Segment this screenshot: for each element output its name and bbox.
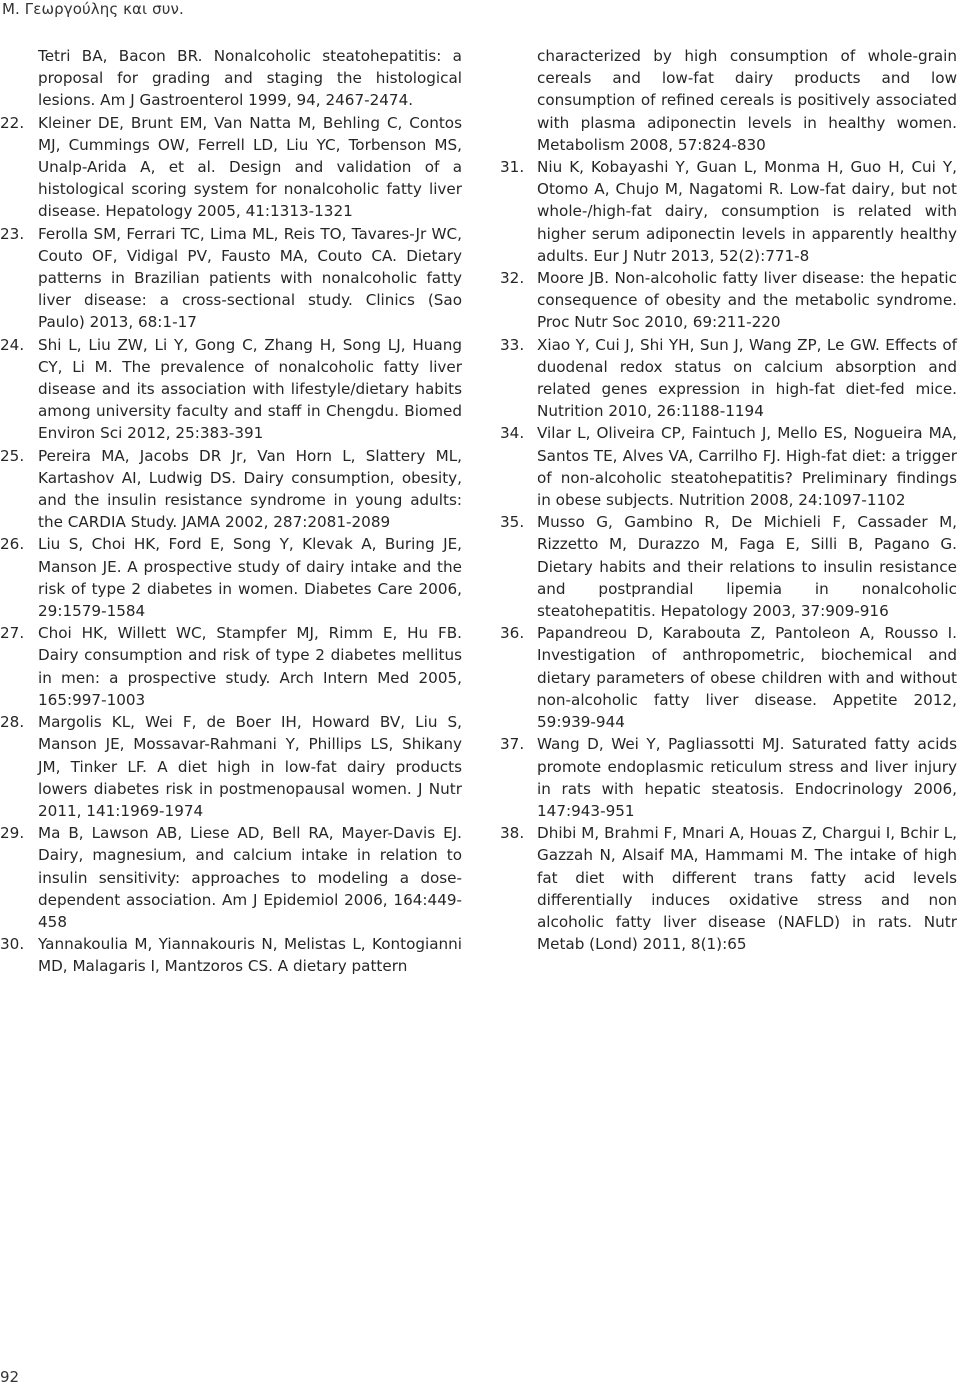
running-head: Μ. Γεωργούλης και συν.: [2, 0, 184, 18]
reference-number: 36.: [500, 624, 525, 643]
reference-item: [500, 334, 957, 423]
reference-item: [0, 112, 462, 223]
reference-text: Vilar L, Oliveira CP, Faintuch J, Mello ES, Nogueira MA, Santos TE, Alves VA, Carrilho FJ. High-fat diet: a trigger of non-alcoholic steatohepatitis? Preliminary findings in obese subjects. Nutrition 2008, 24:1097-1102: [537, 424, 957, 510]
reference-number: 27.: [0, 624, 25, 643]
reference-text: Shi L, Liu ZW, Li Y, Gong C, Zhang H, Song LJ, Huang CY, Li M. The prevalence of nonalcoholic fatty liver disease and its association with lifestyle/dietary habits among university faculty and staff in Chengdu. Biomed Environ Sci 2012, 25:383-391: [38, 335, 462, 443]
reference-text: Choi HK, Willett WC, Stampfer MJ, Rimm E, Hu FB. Dairy consumption and risk of type 2 diabetes mellitus in men: a prospective study. Arch Intern Med 2005, 165:997-1003: [38, 624, 462, 709]
reference-item: [0, 223, 462, 334]
reference-item: [500, 511, 957, 622]
reference-item: [500, 822, 957, 955]
reference-text: Musso G, Gambino R, De Michieli F, Cassader M, Rizzetto M, Durazzo M, Faga E, Silli B, Pagano G. Dietary habits and their relations to insulin resistance and postprandial lipemia in nonalcoholic steatohepatitis. Hepatology 2003, 37:909-916: [537, 513, 957, 621]
reference-item: [0, 445, 462, 534]
reference-item: [0, 933, 462, 977]
reference-text: Wang D, Wei Y, Pagliassotti MJ. Saturated fatty acids promote endoplasmic reticulum stress and liver injury in rats with hepatic steatosis. Endocrinology 2006, 147:943-951: [537, 735, 957, 820]
reference-item: [0, 711, 462, 822]
reference-number: 29.: [0, 824, 25, 843]
reference-item: [500, 267, 957, 334]
reference-number: 34.: [500, 424, 525, 443]
reference-item: [0, 334, 462, 445]
reference-item: [0, 822, 462, 933]
reference-number: 22.: [0, 113, 25, 132]
reference-number: 25.: [0, 446, 25, 465]
reference-text: Dhibi M, Brahmi F, Mnari A, Houas Z, Chargui I, Bchir L, Gazzah N, Alsaif MA, Hammami M. The intake of high fat diet with different trans fatty acid levels differentially induces oxidative stress and non alcoholic fatty liver disease (NAFLD) in rats. Nutr Metab (Lond) 2011, 8(1):65: [537, 824, 957, 954]
reference-text: Ferolla SM, Ferrari TC, Lima ML, Reis TO, Tavares-Jr WC, Couto OF, Vidigal PV, Fausto MA, Couto CA. Dietary patterns in Brazilian patients with nonalcoholic fatty liver disease: a cross-sectional study. Clinics (Sao Paulo) 2013, 68:1-17: [38, 224, 462, 332]
reference-text: Tetri BA, Bacon BR. Nonalcoholic steatohepatitis: a proposal for grading and staging the histological lesions. Am J Gastroenterol 1999, 94, 2467-2474.: [38, 47, 462, 110]
reference-text: Liu S, Choi HK, Ford E, Song Y, Klevak A, Buring JE, Manson JE. A prospective study of dairy intake and the risk of type 2 diabetes in women. Diabetes Care 2006, 29:1579-1584: [38, 535, 462, 621]
reference-text: Ma B, Lawson AB, Liese AD, Bell RA, Mayer-Davis EJ. Dairy, magnesium, and calcium intake in relation to insulin sensitivity: approaches to modeling a dose-dependent association. Am J Epidemiol 2006, 164:449-458: [38, 824, 462, 931]
reference-item: [0, 622, 462, 711]
reference-number: 31.: [500, 158, 525, 177]
reference-text: Papandreou D, Karabouta Z, Pantoleon A, Rousso I. Investigation of anthropometric, biochemical and dietary parameters of obese children with and without non-alcoholic fatty liver disease. Appetite 2012, 59:939-944: [537, 624, 957, 732]
reference-item: [500, 422, 957, 511]
page-number: 92: [0, 1368, 20, 1386]
reference-list-left: [0, 45, 462, 978]
reference-item: [500, 45, 957, 156]
reference-text: Margolis KL, Wei F, de Boer IH, Howard BV, Liu S, Manson JE, Mossavar-Rahmani Y, Phillips LS, Shikany JM, Tinker LF. A diet high in low-fat dairy products lowers diabetes risk in postmenopausal women. J Nutr 2011, 141:1969-1974: [38, 713, 462, 820]
reference-text: Xiao Y, Cui J, Shi YH, Sun J, Wang ZP, Le GW. Effects of duodenal redox status on calcium absorption and related genes expression in high-fat diet-fed mice. Nutrition 2010, 26:1188-1194: [537, 335, 957, 421]
reference-text: Moore JB. Non-alcoholic fatty liver disease: the hepatic consequence of obesity and the metabolic syndrome. Proc Nutr Soc 2010, 69:211-220: [537, 269, 957, 332]
reference-number: 30.: [0, 935, 25, 954]
reference-text: Pereira MA, Jacobs DR Jr, Van Horn L, Slattery ML, Kartashov AI, Ludwig DS. Dairy consumption, obesity, and the insulin resistance syndrome in young adults: the CARDIA Study. JAMA 2002, 287:2081-2089: [38, 446, 462, 532]
reference-item: [0, 45, 462, 112]
reference-text: characterized by high consumption of whole-grain cereals and low-fat dairy products and low consumption of refined cereals is positively associated with plasma adiponectin levels in healthy women. Metabolism 2008, 57:824-830: [537, 47, 957, 154]
reference-item: [500, 733, 957, 822]
reference-number: 26.: [0, 535, 25, 554]
reference-item: [500, 622, 957, 733]
reference-number: 33.: [500, 335, 525, 354]
reference-text: Yannakoulia M, Yiannakouris N, Melistas L, Kontogianni MD, Malagaris I, Mantzoros CS. A dietary pattern: [38, 935, 462, 976]
reference-number: 38.: [500, 824, 525, 843]
reference-number: 37.: [500, 735, 525, 754]
reference-number: 23.: [0, 224, 25, 243]
reference-number: 28.: [0, 713, 25, 732]
reference-item: [0, 533, 462, 622]
reference-number: 24.: [0, 335, 25, 354]
reference-text: Niu K, Kobayashi Y, Guan L, Monma H, Guo H, Cui Y, Otomo A, Chujo M, Nagatomi R. Low-fat dairy, but not whole-/high-fat dairy, consumption is related with higher serum adiponectin levels in apparently healthy adults. Eur J Nutr 2013, 52(2):771-8: [537, 158, 957, 265]
reference-text: Kleiner DE, Brunt EM, Van Natta M, Behling C, Contos MJ, Cummings OW, Ferrell LD, Liu YC, Torbenson MS, Unalp-Arida A, et al. Design and validation of a histological scoring system for nonalcoholic fatty liver disease. Hepatology 2005, 41:1313-1321: [38, 113, 462, 221]
reference-item: [500, 156, 957, 267]
reference-number: 32.: [500, 269, 525, 288]
reference-number: 35.: [500, 513, 525, 532]
reference-list-right: [500, 45, 958, 955]
